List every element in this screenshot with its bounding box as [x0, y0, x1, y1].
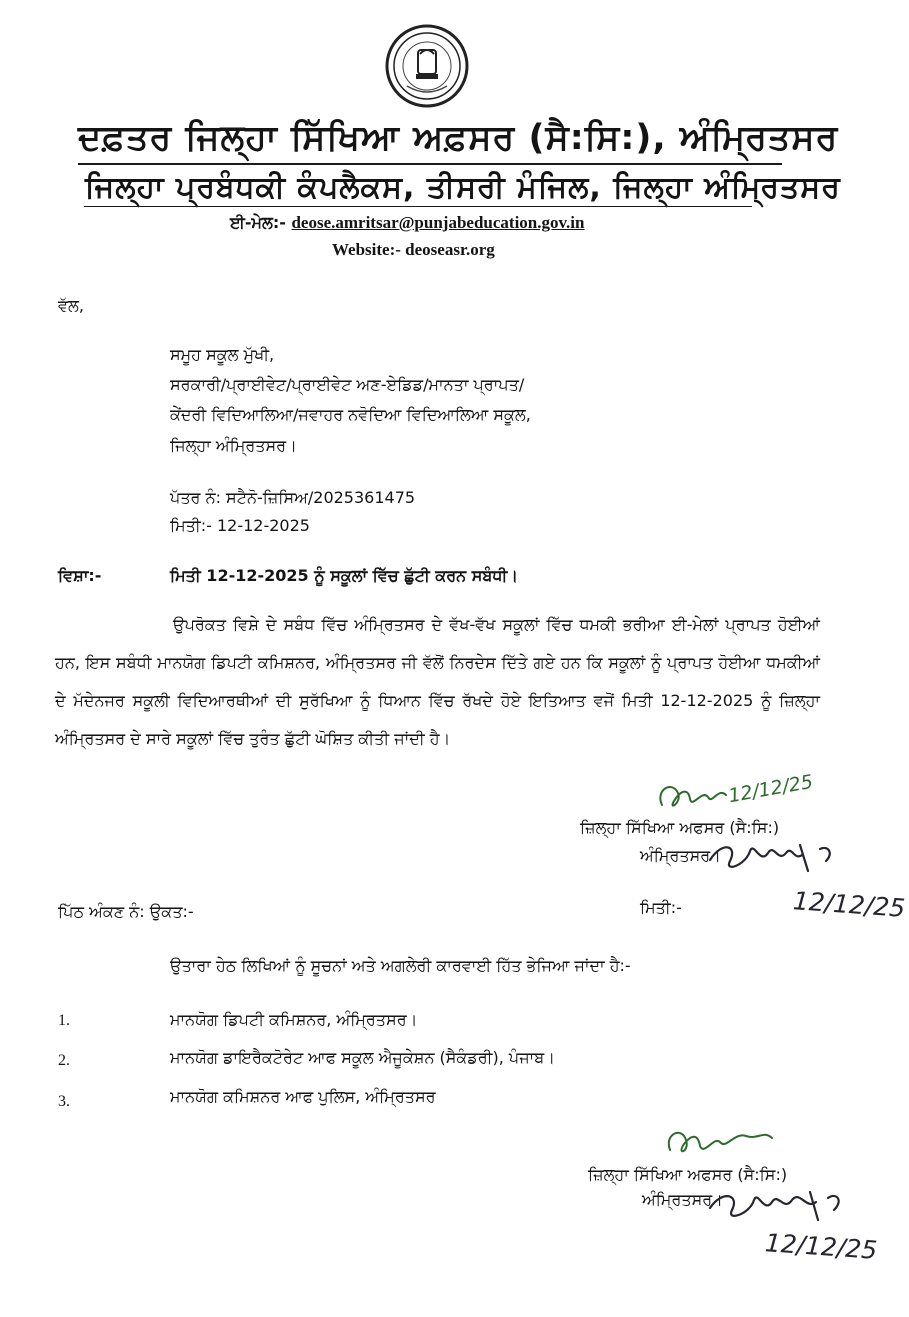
copy-recipient-2: ਮਾਨਯੋਗ ਡਾਇਰੈਕਟੋਰੇਟ ਆਫ ਸਕੂਲ ਐਜੂਕੇਸ਼ਨ (ਸੈਕੰਡਰੀ), ਪੰਜਾਬ। — [170, 1048, 555, 1067]
email-line — [230, 213, 585, 233]
recipient-line-1: ਸਮੂਹ ਸਕੂਲ ਮੁੱਖੀ, — [170, 345, 275, 364]
copy-recipient-num-2: 2. — [58, 1052, 70, 1069]
signatory-place-1: ਅੰਮ੍ਰਿਤਸਰ। — [640, 846, 721, 865]
subject-text: ਮਿਤੀ 12-12-2025 ਨੂੰ ਸਕੂਲਾਂ ਵਿੱਚ ਛੁੱਟੀ ਕਰਨ ਸਬੰਧੀ। — [170, 566, 519, 585]
handwritten-date-1b: 12/12/25 — [792, 886, 907, 923]
copy-recipient-num-1: 1. — [58, 1012, 70, 1029]
email-label: ਈ-ਮੇਲ:- — [230, 213, 286, 232]
website[interactable]: Website:- deoseasr.org — [332, 240, 495, 259]
copy-recipient-3: ਮਾਨਯੋਗ ਕਮਿਸ਼ਨਰ ਆਫ ਪੁਲਿਸ, ਅੰਮ੍ਰਿਤਸਰ — [170, 1087, 436, 1106]
state-emblem-seal — [385, 24, 469, 108]
emblem-icon — [385, 24, 469, 108]
salutation: ਵੱਲ, — [58, 296, 84, 315]
signatory-place-2: ਅੰਮ੍ਰਿਤਸਰ। — [642, 1190, 723, 1209]
office-address: ਜਿਲ੍ਹਾ ਪ੍ਰਬੰਧਕੀ ਕੰਪਲੈਕਸ, ਤੀਸਰੀ ਮੰਜਿਲ, ਜਿਲ੍ਹਾ ਅੰਮ੍ਰਿਤਸਰ — [85, 170, 841, 205]
copy-recipient-1: ਮਾਨਯੋਗ ਡਿਪਟੀ ਕਮਿਸ਼ਨਰ, ਅੰਮ੍ਰਿਤਸਰ। — [170, 1010, 418, 1029]
signatory-title-2: ਜ਼ਿਲ੍ਹਾ ਸਿੱਖਿਆ ਅਫਸਰ (ਸੈ:ਸਿ:) — [588, 1165, 788, 1184]
handwritten-date-2: 12/12/25 — [764, 1228, 879, 1265]
signatory-title-1: ਜ਼ਿਲ੍ਹਾ ਸਿੱਖਿਆ ਅਫਸਰ (ਸੈ:ਸਿ:) — [580, 818, 780, 837]
recipient-line-4: ਜਿਲ੍ਹਾ ਅੰਮ੍ਰਿਤਸਰ। — [170, 436, 297, 455]
recipient-line-3: ਕੇਂਦਰੀ ਵਿਦਿਆਲਿਆ/ਜਵਾਹਰ ਨਵੋਦਿਆ ਵਿਦਿਆਲਿਆ ਸਕੂਲ, — [170, 405, 531, 424]
subject-label: ਵਿਸ਼ਾ:- — [58, 566, 102, 585]
recipient-line-2: ਸਰਕਾਰੀ/ਪ੍ਰਾਈਵੇਟ/ਪ੍ਰਾਈਵੇਟ ਅਣ-ਏਡਿਡ/ਮਾਨਤਾ ਪ੍ਰਾਪਤ/ — [170, 375, 525, 394]
endorsement-number: ਪਿੱਠ ਅੰਕਣ ਨੰ: ਉਕਤ:- — [58, 902, 194, 921]
endorsement-date: ਮਿਤੀ:- — [640, 898, 682, 917]
handwritten-date-1: 12/12/25 — [726, 770, 815, 808]
header-rule-top — [78, 163, 782, 165]
header-rule-bottom — [84, 206, 752, 207]
copy-forward-text: ਉਤਾਰਾ ਹੇਠ ਲਿਖਿਆਂ ਨੂੰ ਸੂਚਨਾਂ ਅਤੇ ਅਗਲੇਰੀ ਕਾਰਵਾਈ ਹਿੱਤ ਭੇਜਿਆ ਜਾਂਦਾ ਹੈ:- — [170, 956, 631, 975]
letter-number: ਪੱਤਰ ਨੰ: ਸਟੈਨੋ-ਜ਼ਿਸਿਅ/2025361475 — [170, 488, 416, 507]
email-link[interactable]: deose.amritsar@punjabeducation.gov.in — [291, 213, 585, 232]
body-paragraph: ਉਪਰੋਕਤ ਵਿਸ਼ੇ ਦੇ ਸਬੰਧ ਵਿੱਚ ਅੰਮ੍ਰਿਤਸਰ ਦੇ ਵੱਖ-ਵੱਖ ਸਕੂਲਾਂ ਵਿੱਚ ਧਮਕੀ ਭਰੀਆ ਈ-ਮੇਲਾਂ ਪ੍ਰਾਪਤ ਹੋਈਆਂ ਹਨ, ਇਸ ਸਬੰਧੀ ਮਾਨਯੋਗ ਡਿਪਟੀ ਕਮਿਸ਼ਨਰ, ਅੰਮ੍ਰਿਤਸਰ ਜੀ ਵੱਲੋਂ ਨਿਰਦੇਸ ਦਿੱਤੇ ਗਏ ਹਨ ਕਿ ਸਕੂਲਾਂ ਨੂੰ ਪ੍ਰਾਪਤ ਹੋਈਆ ਧਮਕੀਆਂ ਦੇ ਮੱਦੇਨਜਰ ਸਕੂਲੀ ਵਿਦਿਆਰਥੀਆਂ ਦੀ ਸੁਰੱਖਿਆ ਨੂੰ ਧਿਆਨ ਵਿੱਚ ਰੱਖਦੇ ਹੋਏ ਇਤਿਆਤ ਵਜੋਂ ਮਿਤੀ 12-12-2025 ਨੂੰ ਜ਼ਿਲ੍ਹਾ ਅੰਮ੍ਰਿਤਸਰ ਦੇ ਸਾਰੇ ਸਕੂਲਾਂ ਵਿੱਚ ਤੁਰੰਤ ਛੁੱਟੀ ਘੋਸ਼ਿਤ ਕੀਤੀ ਜਾਂਦੀ ਹੈ। — [55, 615, 820, 748]
copy-recipient-num-3: 3. — [58, 1093, 70, 1110]
office-title: ਦਫ਼ਤਰ ਜਿਲ੍ਹਾ ਸਿੱਖਿਆ ਅਫ਼ਸਰ (ਸੈ:ਸਿ:), ਅੰਮ੍ਰਿਤਸਰ — [78, 118, 839, 158]
letter-date: ਮਿਤੀ:- 12-12-2025 — [170, 516, 310, 535]
